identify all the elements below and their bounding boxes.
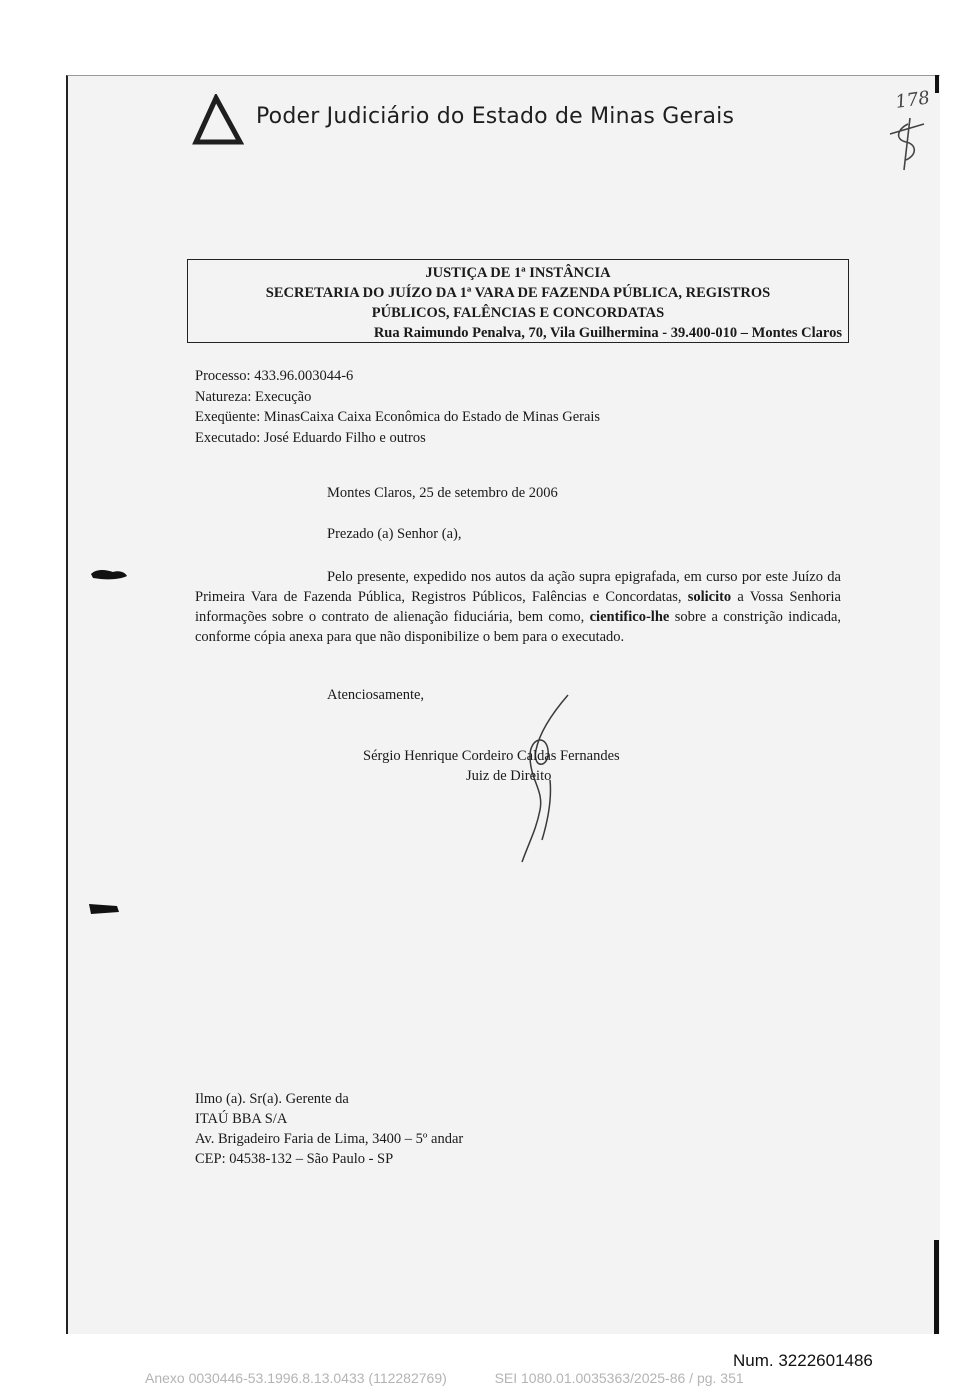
court-secretary: SECRETARIA DO JUÍZO DA 1ª VARA DE FAZENDA PÚBLICA, REGISTROS bbox=[265, 285, 771, 301]
court-secretary-cont: PÚBLICOS, FALÊNCIAS E CONCORDATAS bbox=[371, 305, 665, 321]
court-header-box bbox=[187, 259, 849, 343]
handwritten-margin-notes bbox=[880, 84, 940, 174]
scan-edge-mark bbox=[934, 1240, 939, 1334]
court-address: Rua Raimundo Penalva, 70, Vila Guilhermina - 39.400-010 – Montes Claros bbox=[373, 325, 842, 341]
addressee-street: Av. Brigadeiro Faria de Lima, 3400 – 5º andar bbox=[195, 1131, 464, 1147]
document-number: Num. 3222601486 bbox=[733, 1351, 873, 1370]
letter-closing: Atenciosamente, bbox=[327, 687, 425, 703]
case-nature: Natureza: Execução bbox=[195, 388, 312, 405]
signer-name: Sérgio Henrique Cordeiro Caldas Fernandes bbox=[363, 748, 620, 764]
addressee-block bbox=[195, 1089, 463, 1169]
footer-watermark bbox=[145, 1370, 744, 1386]
punch-hole-mark bbox=[89, 566, 129, 582]
letter-greeting: Prezado (a) Senhor (a), bbox=[327, 526, 462, 542]
letter-date: Montes Claros, 25 de setembro de 2006 bbox=[327, 485, 558, 501]
case-details bbox=[195, 366, 600, 448]
addressee-company: ITAÚ BBA S/A bbox=[195, 1111, 288, 1127]
case-defendant: Executado: José Eduardo Filho e outros bbox=[195, 429, 426, 446]
judiciary-triangle-logo bbox=[192, 94, 244, 146]
case-plaintiff: Exeqüente: MinasCaixa Caixa Econômica do Estado de Minas Gerais bbox=[195, 409, 601, 425]
court-instance: JUSTIÇA DE 1ª INSTÂNCIA bbox=[425, 265, 611, 281]
institution-title: Poder Judiciário do Estado de Minas Gerais bbox=[256, 104, 735, 129]
punch-hole-mark bbox=[87, 900, 121, 916]
signer-title: Juiz de Direito bbox=[466, 768, 552, 784]
footer-annex: Anexo 0030446-53.1996.8.13.0433 (112282769) bbox=[145, 1370, 447, 1386]
letter-body: Pelo presente, expedido nos autos da ação supra epigrafada, em curso por este Juízo da Primeira Vara de Fazenda Pública, Registros Públicos, Falências e Concordatas, solicito a Vossa Senhoria informações sobre o contrato de alienação fiduciária, bem como, cientifico-lhe sobre a constrição indicada, conforme cópia anexa para que não disponibilize o bem para o executado. bbox=[195, 569, 842, 645]
addressee-salutation: Ilmo (a). Sr(a). Gerente da bbox=[195, 1091, 349, 1107]
case-process: Processo: 433.96.003044-6 bbox=[195, 368, 354, 384]
footer-sei: SEI 1080.01.0035363/2025-86 / pg. 351 bbox=[494, 1370, 744, 1386]
addressee-postcode: CEP: 04538-132 – São Paulo - SP bbox=[195, 1151, 394, 1167]
margin-page-number: 178 bbox=[894, 87, 932, 113]
